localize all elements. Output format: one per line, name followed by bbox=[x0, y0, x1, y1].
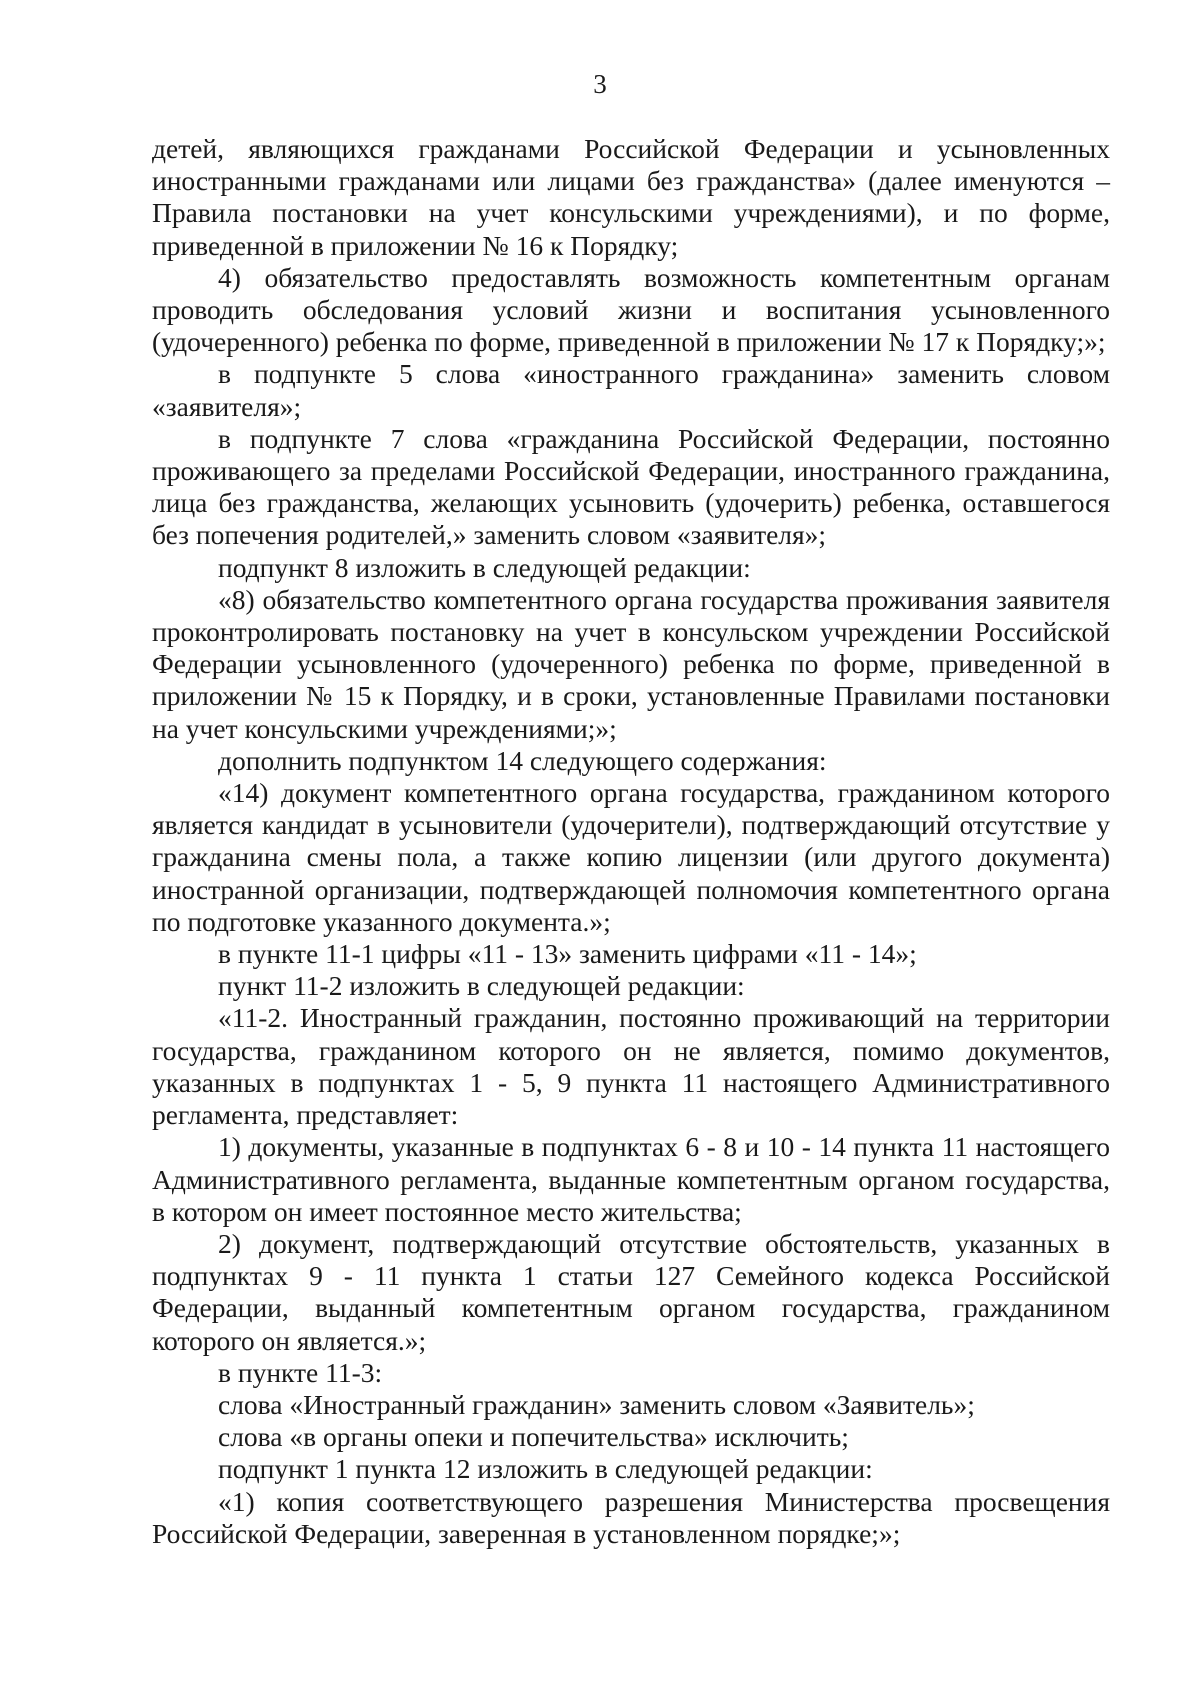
page-number: 3 bbox=[593, 69, 607, 99]
paragraph: «14) документ компетентного органа государства, гражданином которого является кандидат в усыновители (удочерители), подтверждающий отсутствие у гражданина смены пола, а также копию лицензии (или другого документа) иностранной организации, подтверждающей полномочия компетентного органа по подготовке указанного документа.»; bbox=[152, 777, 1110, 937]
paragraph: подпункт 1 пункта 12 изложить в следующей редакции: bbox=[218, 1453, 873, 1485]
paragraph: в подпункте 7 слова «гражданина Российской Федерации, постоянно проживающего за пределами Российской Федерации, иностранного гражданина, лица без гражданства, желающих усыновить (удочерить) ребенка, оставшегося без попечения родителей,» заменить словом «заявителя»; bbox=[152, 422, 1110, 551]
paragraph: дополнить подпунктом 14 следующего содержания: bbox=[218, 744, 827, 776]
paragraph: 1) документы, указанные в подпунктах 6 - 8 и 10 - 14 пункта 11 настоящего Административного регламента, выданные компетентным органом государства, в котором он имеет постоянное место жительства; bbox=[152, 1131, 1110, 1227]
paragraph: подпункт 8 изложить в следующей редакции: bbox=[218, 551, 751, 583]
paragraph: в подпункте 5 слова «иностранного гражданина» заменить словом «заявителя»; bbox=[152, 358, 1110, 422]
paragraph: детей, являющихся гражданами Российской Федерации и усыновленных иностранными гражданами или лицами без гражданства» (далее именуются – Правила постановки на учет консульскими учреждениями), и по форме, приведенной в приложении № 16 к Порядку; bbox=[152, 133, 1110, 261]
document-body bbox=[152, 133, 1110, 1550]
paragraph: «8) обязательство компетентного органа государства проживания заявителя проконтролировать постановку на учет в консульском учреждении Российской Федерации усыновленного (удочеренного) ребенка по форме, приведенной в приложении № 15 к Порядку, и в сроки, установленные Правилами постановки на учет консульскими учреждениями;»; bbox=[152, 583, 1110, 744]
paragraph: слова «в органы опеки и попечительства» исключить; bbox=[218, 1421, 849, 1453]
paragraph: пункт 11-2 изложить в следующей редакции: bbox=[218, 970, 745, 1002]
paragraph: 2) документ, подтверждающий отсутствие обстоятельств, указанных в подпунктах 9 - 11 пункта 1 статьи 127 Семейного кодекса Российской Федерации, выданный компетентным органом государства, гражданином которого он является.»; bbox=[152, 1227, 1110, 1356]
paragraph: «1) копия соответствующего разрешения Министерства просвещения Российской Федерации, заверенная в установленном порядке;»; bbox=[152, 1485, 1110, 1549]
paragraph: 4) обязательство предоставлять возможность компетентным органам проводить обследования условий жизни и воспитания усыновленного (удочеренного) ребенка по форме, приведенной в приложении № 17 к Порядку;»; bbox=[152, 261, 1110, 358]
paragraph: «11-2. Иностранный гражданин, постоянно проживающий на территории государства, гражданином которого он не является, помимо документов, указанных в подпунктах 1 - 5, 9 пункта 11 настоящего Административного регламента, представляет: bbox=[152, 1002, 1110, 1131]
paragraph: слова «Иностранный гражданин» заменить словом «Заявитель»; bbox=[218, 1388, 975, 1420]
paragraph: в пункте 11-1 цифры «11 - 13» заменить цифрами «11 - 14»; bbox=[218, 938, 917, 970]
paragraph: в пункте 11-3: bbox=[218, 1356, 383, 1388]
